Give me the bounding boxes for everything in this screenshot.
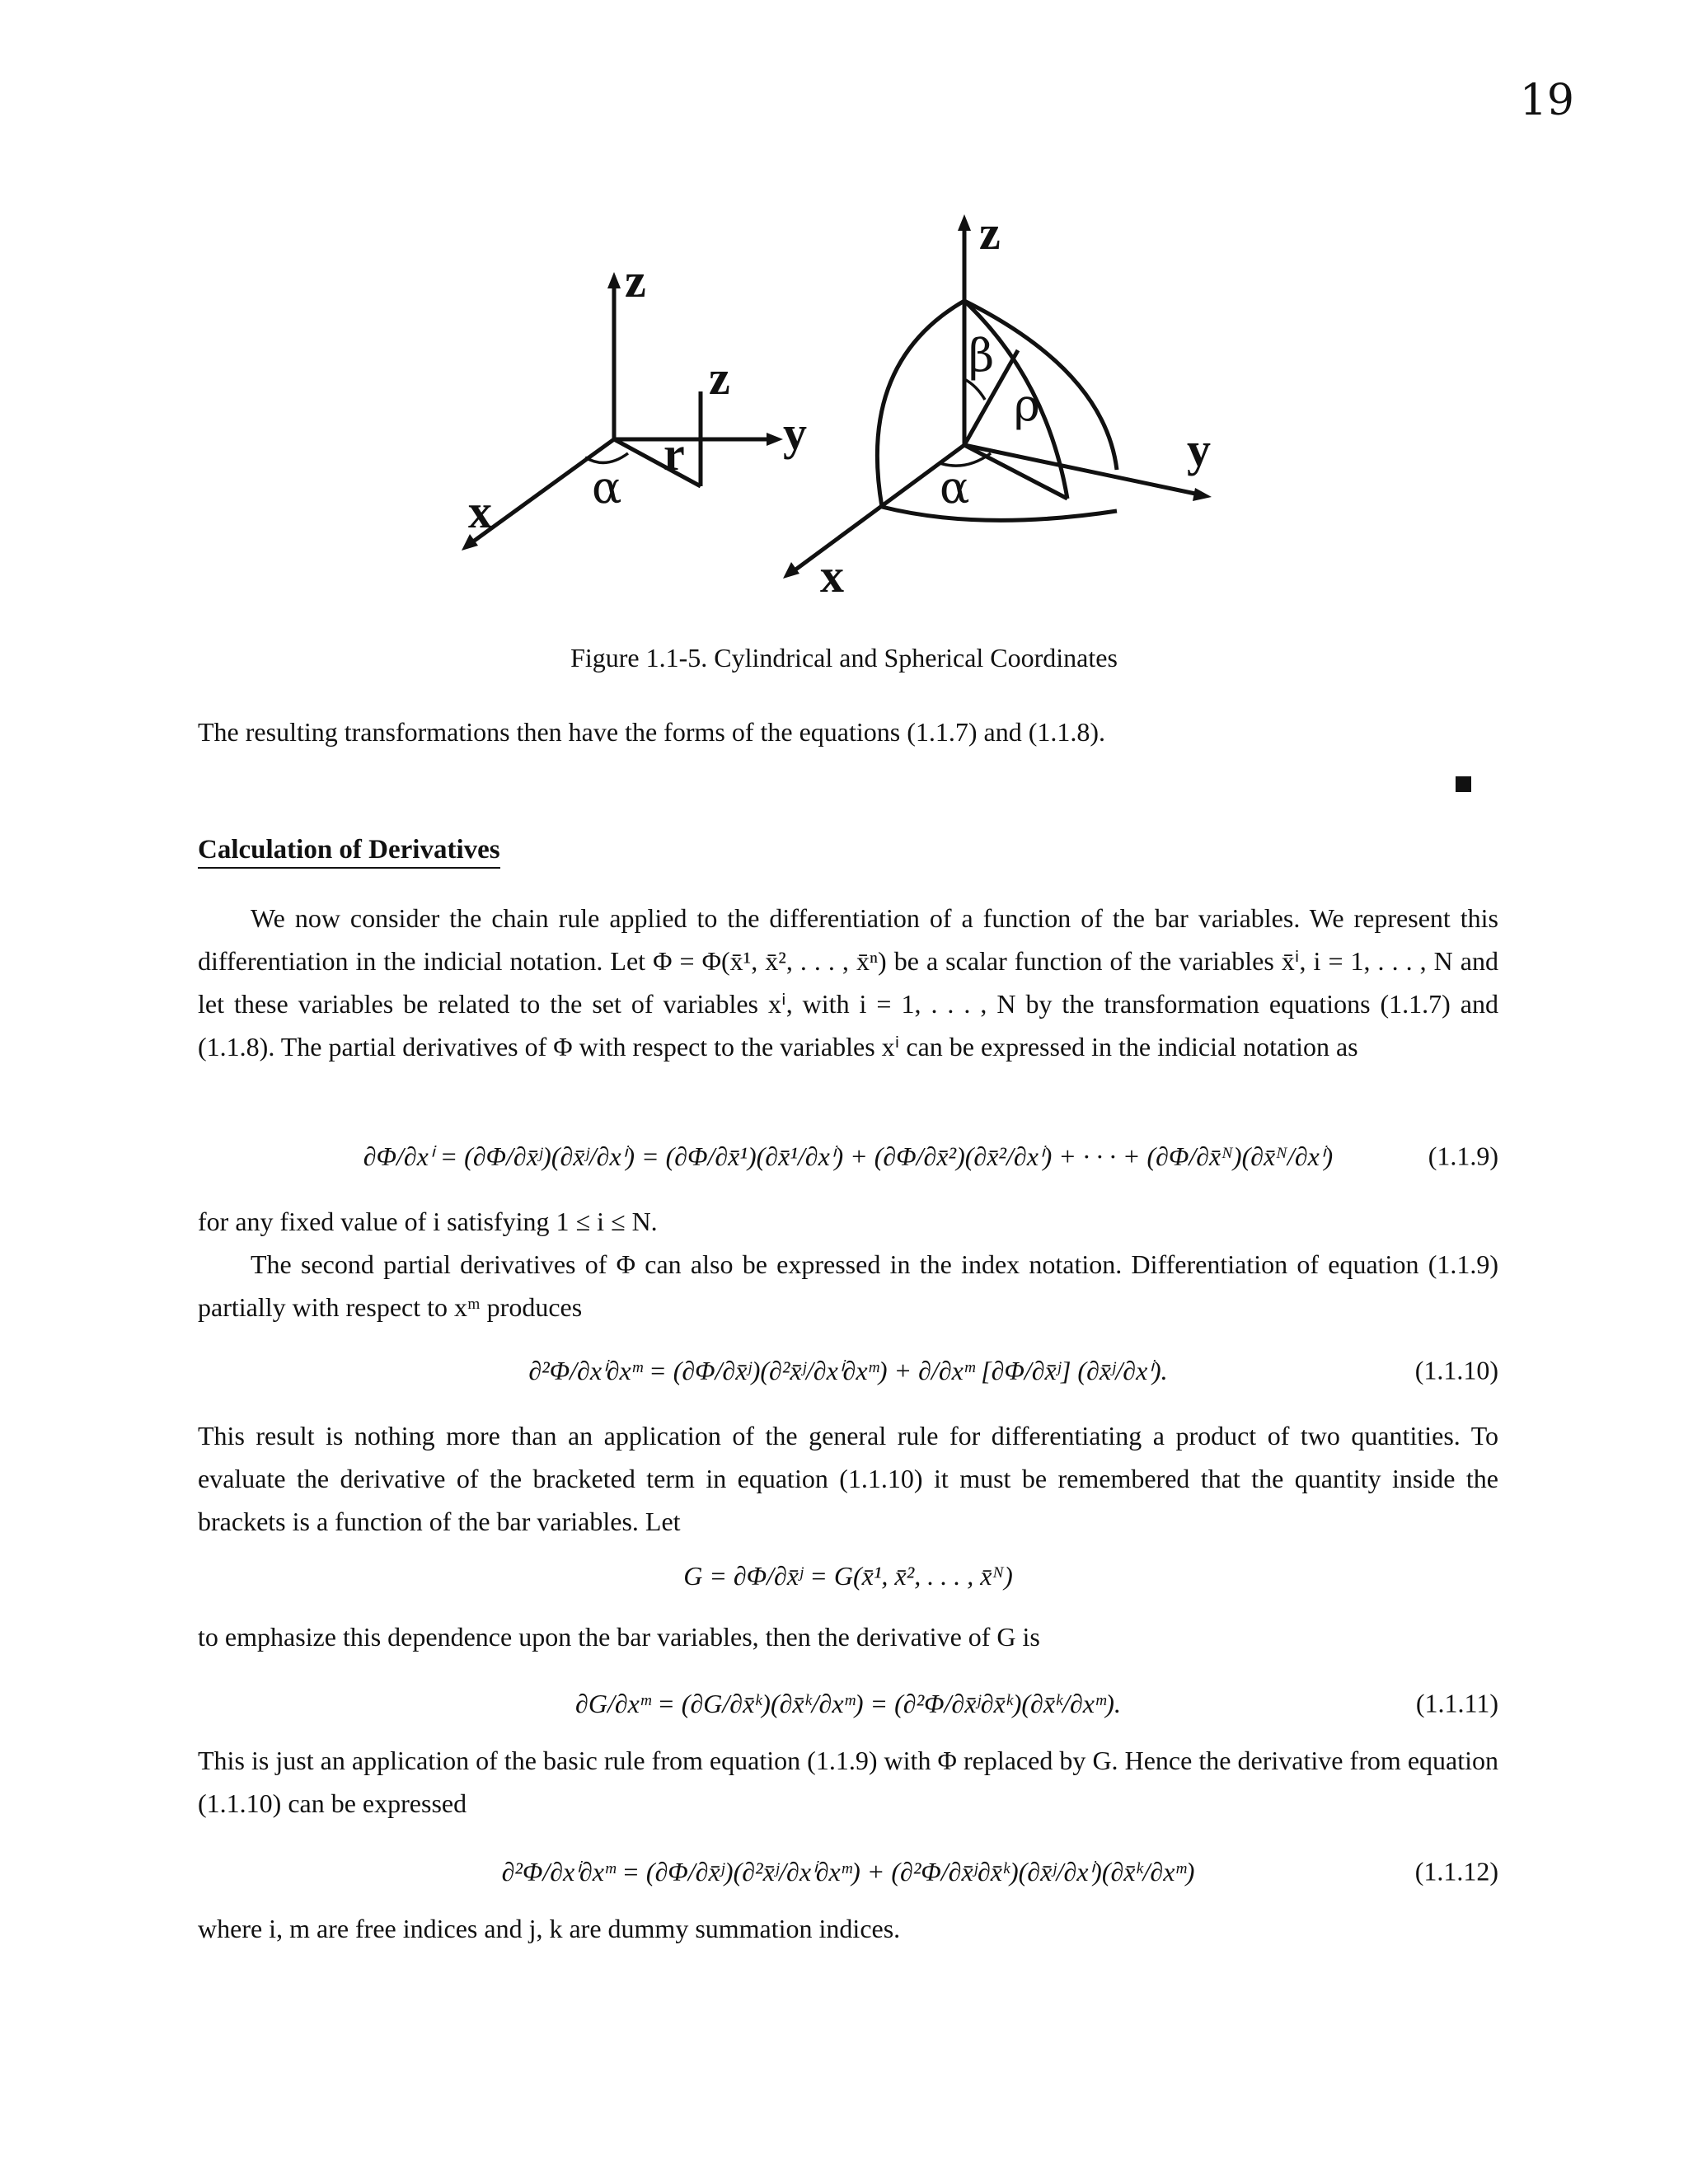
sph-equator-arc — [882, 507, 1117, 520]
sph-y-axis-label: y — [1187, 423, 1211, 476]
coordinate-figure — [445, 206, 1253, 602]
paragraph-2: We now consider the chain rule applied to the differentiation of a function of the bar variables. We represent this differentiation in the indicial notation. Let Φ = Φ(x̄¹, x̄², . . . , x̄ⁿ) be a scalar function of the variables x̄ⁱ, i = 1, . . . , N and let these variables be related to the set of variables xⁱ, with i = 1, . . . , N by the transformation equations (1.1.7) and (1.1.8). The partial derivatives of Φ with respect to the variables xⁱ can be expressed in the indicial notation as — [198, 903, 1498, 1062]
equation-1-1-12 — [198, 1835, 1498, 1909]
paragraph-4: The second partial derivatives of Φ can also be expressed in the index notation. Differentiation of equation (1.1.9) partially with respect to xᵐ produces — [198, 1249, 1498, 1322]
equation-1-1-11-number: (1.1.11) — [1415, 1688, 1498, 1718]
cyl-angle-label: α — [592, 462, 622, 513]
paragraph-1: The resulting transformations then have the forms of the equations (1.1.7) and (1.1.8). — [198, 717, 1106, 747]
equation-1-1-10-body: ∂²Φ/∂xⁱ∂xᵐ = (∂Φ/∂x̄ʲ)(∂²x̄ʲ/∂xⁱ∂xᵐ) + ∂/∂xᵐ [∂Φ/∂x̄ʲ] (∂x̄ʲ/∂xⁱ). — [528, 1356, 1168, 1385]
paragraph-5: This result is nothing more than an application of the general rule for differentiating a product of two quantities. To evaluate the derivative of the bracketed term in equation (1.1.10) it must be remembered that the quantity inside the brackets is a function of the bar variables. Let — [198, 1421, 1498, 1536]
paragraph-6: to emphasize this dependence upon the bar variables, then the derivative of G is — [198, 1622, 1040, 1652]
sph-radius-label: ρ — [1014, 379, 1040, 431]
sph-y-axis — [964, 445, 1199, 494]
cyl-radius-line — [614, 439, 701, 486]
cyl-x-axis-label: x — [468, 485, 492, 538]
equation-1-1-9 — [198, 1119, 1498, 1193]
cyl-z-axis-label: z — [625, 254, 646, 307]
paragraph-3: for any fixed value of i satisfying 1 ≤ i ≤ N. — [198, 1207, 658, 1236]
equation-1-1-12-number: (1.1.12) — [1414, 1856, 1498, 1886]
equation-1-1-11 — [198, 1666, 1498, 1741]
page-number: 19 — [1519, 76, 1574, 125]
cyl-y-arrowhead — [767, 433, 783, 446]
cyl-z-arrowhead — [607, 272, 621, 288]
cyl-y-axis-label: y — [783, 406, 807, 460]
figure-caption: Figure 1.1-5. Cylindrical and Spherical Coordinates — [570, 643, 1118, 673]
sph-z-axis-label: z — [979, 206, 1001, 260]
sph-polar-angle-label: β — [968, 330, 995, 382]
equation-G-body: G = ∂Φ/∂x̄ʲ = G(x̄¹, x̄², . . . , x̄ᴺ) — [683, 1560, 1013, 1591]
cylindrical-diagram — [462, 254, 807, 551]
equation-1-1-9-body: ∂Φ/∂xⁱ = (∂Φ/∂x̄ʲ)(∂x̄ʲ/∂xⁱ) = (∂Φ/∂x̄¹)(∂x̄¹/∂xⁱ) + (∂Φ/∂x̄²)(∂x̄²/∂xⁱ) + · · · + (∂Φ/∂x̄ᴺ)(∂x̄ᴺ/∂xⁱ) — [363, 1141, 1334, 1171]
paragraph-7: This is just an application of the basic rule from equation (1.1.9) with Φ replaced by G. Hence the derivative from equation (1.1.10) can be expressed — [198, 1746, 1498, 1818]
qed-symbol — [1456, 776, 1471, 792]
equation-1-1-11-body: ∂G/∂xᵐ = (∂G/∂x̄ᵏ)(∂x̄ᵏ/∂xᵐ) = (∂²Φ/∂x̄ʲ∂x̄ᵏ)(∂x̄ᵏ/∂xᵐ). — [575, 1688, 1121, 1718]
sph-azimuth-label: α — [940, 462, 970, 513]
cyl-z-height-label: z — [709, 351, 730, 405]
section-heading: Calculation of Derivatives — [198, 835, 500, 869]
equation-1-1-10-number: (1.1.10) — [1414, 1355, 1498, 1385]
equation-1-1-10 — [198, 1333, 1498, 1408]
sph-x-arrowhead — [783, 562, 799, 579]
sph-polar-arc — [964, 379, 985, 400]
equation-1-1-12-body: ∂²Φ/∂xⁱ∂xᵐ = (∂Φ/∂x̄ʲ)(∂²x̄ʲ/∂xⁱ∂xᵐ) + (∂²Φ/∂x̄ʲ∂x̄ᵏ)(∂x̄ʲ/∂xⁱ)(∂x̄ᵏ/∂xᵐ) — [501, 1857, 1195, 1886]
sph-projection-line — [964, 445, 1067, 499]
equation-1-1-9-number: (1.1.9) — [1428, 1141, 1498, 1171]
paragraph-8: where i, m are free indices and j, k are dummy summation indices. — [198, 1914, 901, 1943]
equation-G — [198, 1543, 1498, 1609]
sph-x-axis-label: x — [820, 549, 844, 602]
spherical-diagram — [783, 206, 1212, 602]
sph-z-arrowhead — [958, 214, 971, 231]
sph-y-arrowhead — [1193, 488, 1212, 501]
cyl-radius-label: r — [663, 427, 685, 480]
